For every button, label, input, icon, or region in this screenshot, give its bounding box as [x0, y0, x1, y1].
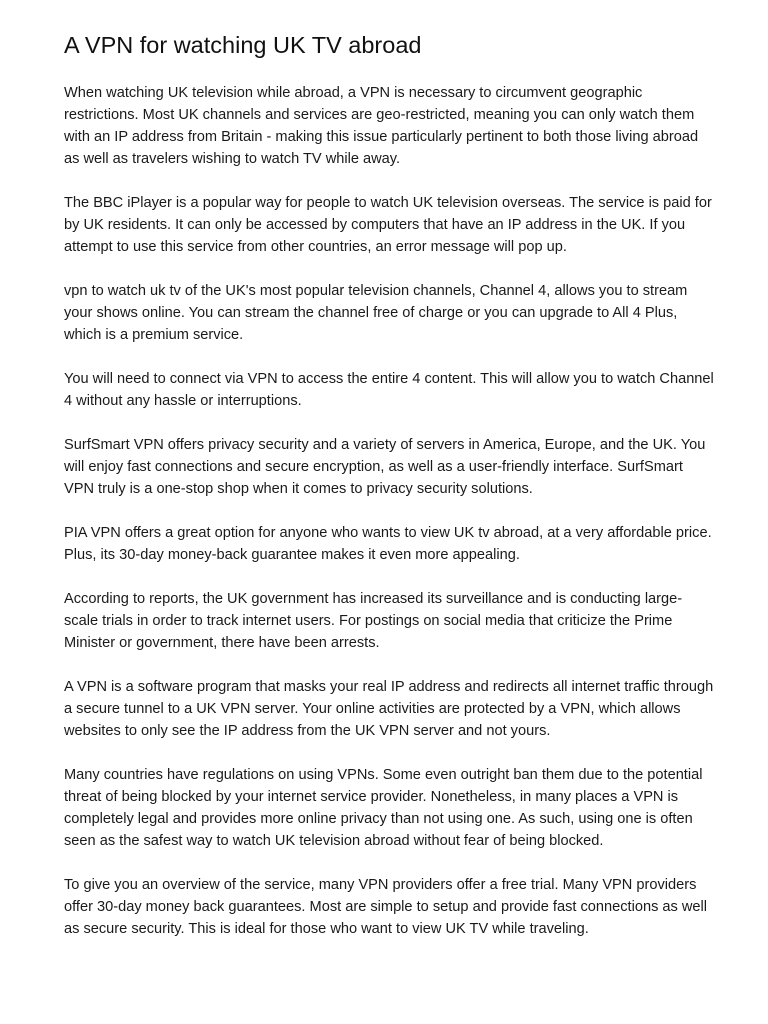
paragraph: A VPN is a software program that masks your real IP address and redirects all internet traffic through a secure tunnel to a UK VPN server. Your online activities are protected by a VPN, which allows websites to only see the IP address from the UK VPN server and not yours.: [64, 679, 714, 739]
paragraph: According to reports, the UK government has increased its surveillance and is conducting large-scale trials in order to track internet users. For postings on social media that criticize the Prime Minister or government, there have been arrests.: [64, 591, 683, 651]
paragraph: vpn to watch uk tv of the UK's most popular television channels, Channel 4, allows you to stream your shows online. You can stream the channel free of charge or you can upgrade to All 4 Plus, which is a premium service.: [64, 283, 688, 343]
document-page: [64, 28, 714, 962]
paragraph: The BBC iPlayer is a popular way for people to watch UK television overseas. The service is paid for by UK residents. It can only be accessed by computers that have an IP address in the UK. If you attempt to use this service from other countries, an error message will pop up.: [64, 195, 712, 255]
paragraph: When watching UK television while abroad, a VPN is necessary to circumvent geographic restrictions. Most UK channels and services are geo-restricted, meaning you can only watch them with an IP address from Britain - making this issue particularly pertinent to both those living abroad as well as travelers wishing to watch TV while away.: [64, 85, 699, 167]
paragraph: PIA VPN offers a great option for anyone who wants to view UK tv abroad, at a very affordable price. Plus, its 30-day money-back guarantee makes it even more appealing.: [64, 525, 712, 563]
page-title: A VPN for watching UK TV abroad: [64, 32, 422, 58]
paragraph: You will need to connect via VPN to access the entire 4 content. This will allow you to watch Channel 4 without any hassle or interruptions.: [64, 371, 714, 409]
paragraph: To give you an overview of the service, many VPN providers offer a free trial. Many VPN providers offer 30-day money back guarantees. Most are simple to setup and provide fast connections as well as secure security. This is ideal for those who want to view UK TV while traveling.: [64, 877, 708, 937]
paragraph: SurfSmart VPN offers privacy security and a variety of servers in America, Europe, and the UK. You will enjoy fast connections and secure encryption, as well as a user-friendly interface. SurfSmart VPN truly is a one-stop shop when it comes to privacy security solutions.: [64, 437, 706, 497]
paragraph: Many countries have regulations on using VPNs. Some even outright ban them due to the potential threat of being blocked by your internet service provider. Nonetheless, in many places a VPN is completely legal and provides more online privacy than not using one. As such, using one is often seen as the safest way to watch UK television abroad without fear of being blocked.: [64, 767, 703, 849]
